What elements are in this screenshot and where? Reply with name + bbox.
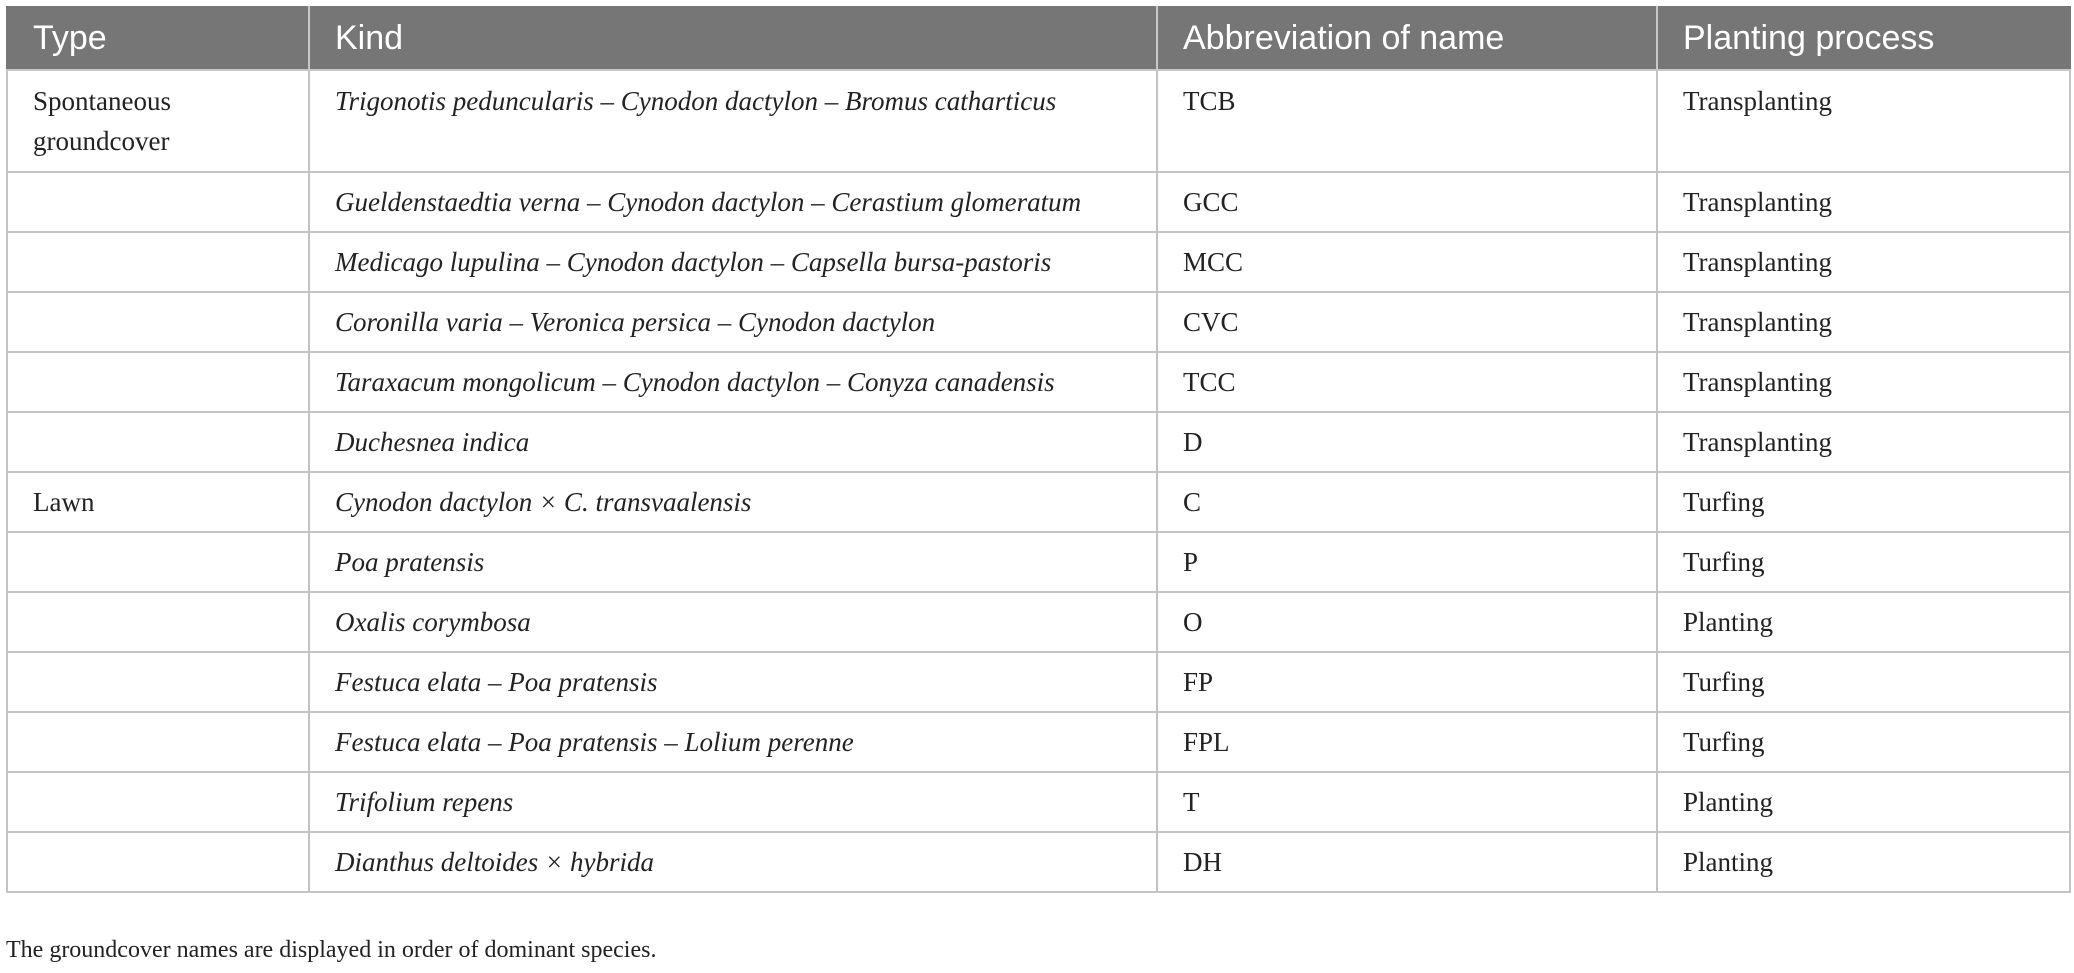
cell-planting-process: Transplanting <box>1657 232 2070 292</box>
cell-planting-process: Turfing <box>1657 532 2070 592</box>
cell-type <box>7 352 309 412</box>
cell-kind: Duchesnea indica <box>309 412 1157 472</box>
cell-planting-process: Transplanting <box>1657 172 2070 232</box>
cell-abbreviation: D <box>1157 412 1657 472</box>
cell-abbreviation: FPL <box>1157 712 1657 772</box>
cell-abbreviation: FP <box>1157 652 1657 712</box>
header-planting-process: Planting process <box>1657 7 2070 70</box>
cell-type <box>7 412 309 472</box>
cell-type <box>7 772 309 832</box>
cell-type <box>7 232 309 292</box>
table-row <box>7 532 2070 592</box>
table-row <box>7 652 2070 712</box>
header-abbreviation: Abbreviation of name <box>1157 7 1657 70</box>
cell-type <box>7 172 309 232</box>
cell-abbreviation: C <box>1157 472 1657 532</box>
cell-planting-process: Turfing <box>1657 472 2070 532</box>
cell-kind: Poa pratensis <box>309 532 1157 592</box>
table-row <box>7 172 2070 232</box>
table-row <box>7 472 2070 532</box>
cell-kind: Cynodon dactylon × C. transvaalensis <box>309 472 1157 532</box>
header-type: Type <box>7 7 309 70</box>
cell-type <box>7 532 309 592</box>
cell-abbreviation: MCC <box>1157 232 1657 292</box>
cell-abbreviation: T <box>1157 772 1657 832</box>
table-header-row <box>7 7 2070 70</box>
cell-kind: Trifolium repens <box>309 772 1157 832</box>
cell-abbreviation: O <box>1157 592 1657 652</box>
cell-kind: Trigonotis peduncularis – Cynodon dactylon – Bromus catharticus <box>309 70 1157 172</box>
cell-planting-process: Transplanting <box>1657 412 2070 472</box>
cell-abbreviation: CVC <box>1157 292 1657 352</box>
table-row <box>7 292 2070 352</box>
cell-planting-process: Planting <box>1657 592 2070 652</box>
cell-type <box>7 712 309 772</box>
cell-type <box>7 832 309 892</box>
cell-abbreviation: GCC <box>1157 172 1657 232</box>
table-row <box>7 352 2070 412</box>
cell-kind: Oxalis corymbosa <box>309 592 1157 652</box>
table-row <box>7 712 2070 772</box>
cell-kind: Festuca elata – Poa pratensis – Lolium perenne <box>309 712 1157 772</box>
cell-planting-process: Turfing <box>1657 712 2070 772</box>
table-footnote: The groundcover names are displayed in order of dominant species. <box>6 937 657 963</box>
table-row <box>7 232 2070 292</box>
cell-kind: Medicago lupulina – Cynodon dactylon – Capsella bursa-pastoris <box>309 232 1157 292</box>
table-row <box>7 412 2070 472</box>
cell-kind: Taraxacum mongolicum – Cynodon dactylon – Conyza canadensis <box>309 352 1157 412</box>
cell-type <box>7 652 309 712</box>
cell-planting-process: Transplanting <box>1657 292 2070 352</box>
cell-planting-process: Planting <box>1657 832 2070 892</box>
cell-kind: Festuca elata – Poa pratensis <box>309 652 1157 712</box>
cell-abbreviation: DH <box>1157 832 1657 892</box>
cell-planting-process: Planting <box>1657 772 2070 832</box>
cell-abbreviation: TCC <box>1157 352 1657 412</box>
table-row <box>7 832 2070 892</box>
table-row <box>7 70 2070 172</box>
header-kind: Kind <box>309 7 1157 70</box>
cell-planting-process: Turfing <box>1657 652 2070 712</box>
cell-kind: Gueldenstaedtia verna – Cynodon dactylon – Cerastium glomeratum <box>309 172 1157 232</box>
cell-kind: Dianthus deltoides × hybrida <box>309 832 1157 892</box>
cell-abbreviation: TCB <box>1157 70 1657 172</box>
cell-planting-process: Transplanting <box>1657 70 2070 172</box>
cell-abbreviation: P <box>1157 532 1657 592</box>
table-row <box>7 772 2070 832</box>
table-row <box>7 592 2070 652</box>
cell-planting-process: Transplanting <box>1657 352 2070 412</box>
groundcover-table <box>6 6 2071 893</box>
cell-type: Lawn <box>7 472 309 532</box>
cell-type: Spontaneous groundcover <box>7 70 309 172</box>
cell-kind: Coronilla varia – Veronica persica – Cynodon dactylon <box>309 292 1157 352</box>
cell-type <box>7 592 309 652</box>
cell-type <box>7 292 309 352</box>
